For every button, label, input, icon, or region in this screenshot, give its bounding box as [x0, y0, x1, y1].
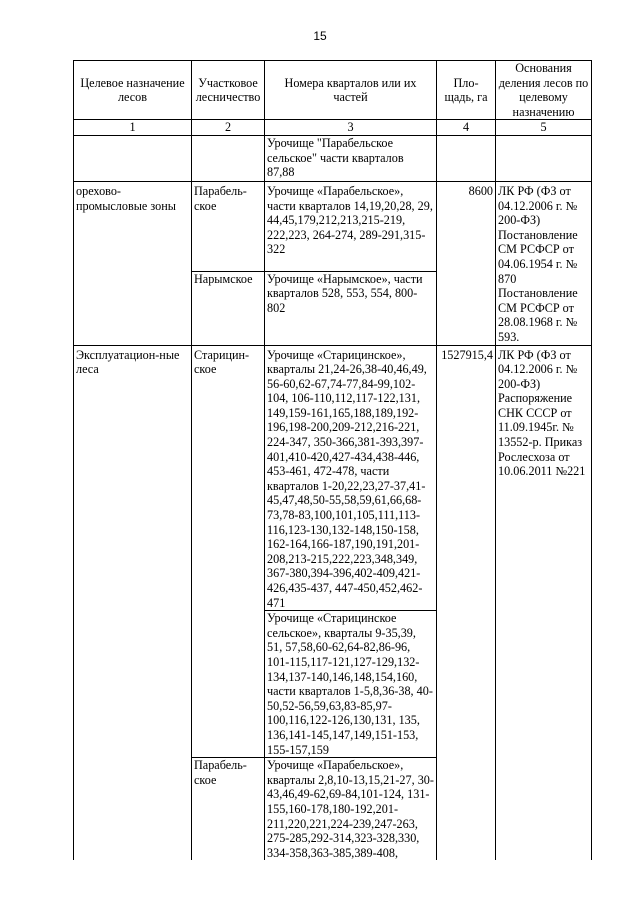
- header-basis: Основания деления лесов по целевому назначению: [496, 61, 592, 120]
- forestry-cell: Нарымское: [192, 271, 265, 345]
- quarters-cell: Урочище «Парабельское», части кварталов 14,19,20,28, 29, 44,45,179,212,213,215-219, 222,223, 264-274, 289-291,315-322: [265, 181, 437, 271]
- basis-cell: ЛК РФ (ФЗ от 04.12.2006 г. № 200-ФЗ) Распоряжение СНК СССР от 11.09.1945г. № 13552-р. Приказ Рослесхоза от 10.06.2011 №221: [496, 345, 592, 860]
- header-row: [74, 61, 592, 120]
- forestry-cell: [192, 135, 265, 181]
- quarters-cell: Урочище "Парабельское сельское" части кварталов 87,88: [265, 135, 437, 181]
- purpose-cell: Эксплуатацион-ные леса: [74, 345, 192, 860]
- area-cell: 8600: [437, 181, 496, 345]
- table-row: [74, 345, 592, 611]
- quarters-cell: Урочище «Старицинское сельское», кварталы 9-35,39, 51, 57,58,60-62,64-82,86-96, 101-115,117-121,127-129,132-134,137-140,146,148,154,160, части кварталов 1-5,8,36-38, 40-50,52-56,59,63,83-85,97-100,116,122-126,130,131, 135, 136,141-145,147,149,151-153, 155-157,159: [265, 611, 437, 758]
- forestry-cell: Парабель-ское: [192, 758, 265, 861]
- table-row: [74, 181, 592, 271]
- header-area: Пло-щадь, га: [437, 61, 496, 120]
- col-number-2: 2: [192, 120, 265, 136]
- basis-cell: ЛК РФ (ФЗ от 04.12.2006 г. № 200-ФЗ) Постановление СМ РСФСР от 04.06.1954 г. № 870 Постановление СМ РСФСР от 28.08.1968 г. № 593.: [496, 181, 592, 345]
- col-number-4: 4: [437, 120, 496, 136]
- col-number-5: 5: [496, 120, 592, 136]
- purpose-cell: [74, 135, 192, 181]
- header-quarters: Номера кварталов или их частей: [265, 61, 437, 120]
- forest-purpose-table: [73, 60, 592, 860]
- header-forestry: Участковое лесничество: [192, 61, 265, 120]
- basis-cell: [496, 135, 592, 181]
- quarters-cell: Урочище «Старицинское», кварталы 21,24-26,38-40,46,49, 56-60,62-67,74-77,84-99,102-104, 106-110,112,117-122,131, 149,159-161,165,188,189,192-196,198-200,209-212,216-221, 224-347, 350-366,381-393,397-401,410-420,427-434,438-446, 453-461, 472-478, части кварталов 1-20,22,23,27-37,41-45,47,48,50-55,58,59,61,66,68-73,78-83,100,101,105,111,113-116,123-130,132-148,150-158, 162-164,166-187,190,191,201-208,213-215,222,223,348,349, 367-380,394-396,402-409,421-426,435-437, 447-450,452,462-471: [265, 345, 437, 611]
- col-number-3: 3: [265, 120, 437, 136]
- forestry-cell: Парабель-ское: [192, 181, 265, 271]
- page-number: 15: [313, 29, 327, 43]
- quarters-cell: Урочище «Нарымское», части кварталов 528, 553, 554, 800-802: [265, 271, 437, 345]
- table-row: [74, 135, 592, 181]
- quarters-cell: Урочище «Парабельское», кварталы 2,8,10-13,15,21-27, 30-43,46,49-62,69-84,101-124, 131-155,160-178,180-192,201-211,220,221,224-239,247-263, 275-285,292-314,323-328,330, 334-358,363-385,389-408,: [265, 758, 437, 861]
- column-number-row: [74, 120, 592, 136]
- area-cell: [437, 135, 496, 181]
- forestry-cell: Старицин-ское: [192, 345, 265, 758]
- area-cell: 1527915,4: [437, 345, 496, 860]
- purpose-cell: орехово-промысловые зоны: [74, 181, 192, 345]
- header-purpose: Целевое назначение лесов: [74, 61, 192, 120]
- col-number-1: 1: [74, 120, 192, 136]
